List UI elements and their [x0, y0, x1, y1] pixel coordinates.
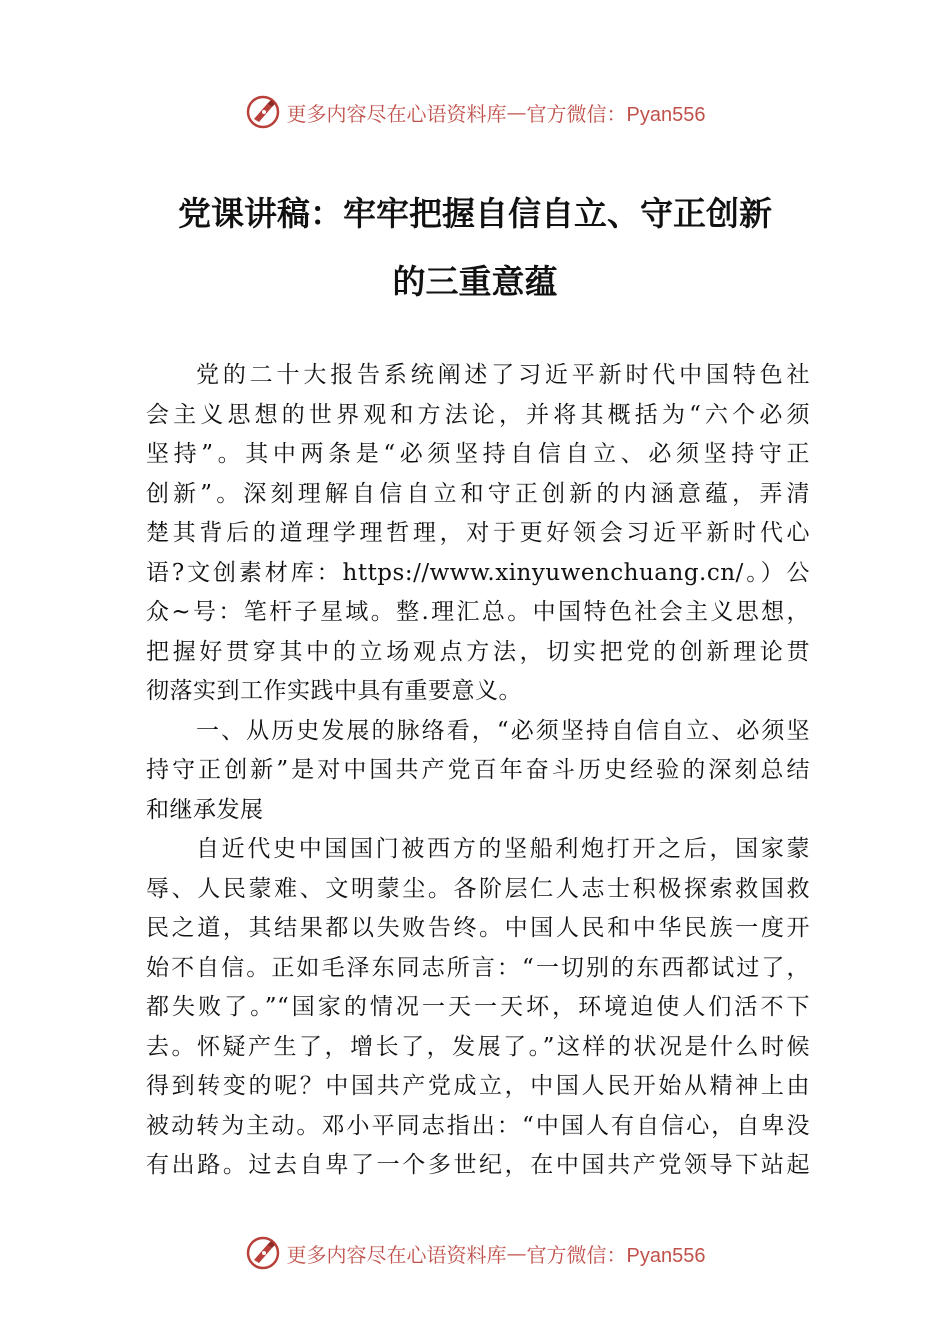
banner-contact-text: 官方微信：Pyan556	[526, 1244, 706, 1267]
body-line: 彻落实到工作实践中具有重要意义。	[146, 678, 522, 704]
section-heading-line: 和继承发展	[146, 796, 264, 823]
pen-nib-logo-icon	[245, 1235, 281, 1271]
body-line: 始不自信。正如毛泽东同志所言：“一切别的东西都试过了，	[146, 954, 810, 981]
pen-nib-logo-icon	[245, 94, 281, 130]
body-line: 楚其背后的道理学理哲理，对于更好领会习近平新时代心	[146, 520, 810, 546]
body-line: 党的二十大报告系统阐述了习近平新时代中国特色社	[196, 362, 810, 388]
document-body	[146, 356, 810, 1186]
banner-contact-text: 官方微信：Pyan556	[526, 103, 706, 126]
body-line: 去。怀疑产生了，增长了，发展了。”这样的状况是什么时候	[146, 1033, 810, 1060]
body-line-with-url: 语?文创素材库：https://www.xinyuwenchuang.cn/。）公	[146, 559, 810, 586]
document-title-line-1: 党课讲稿：牢牢把握自信自立、守正创新	[178, 194, 772, 233]
body-line: 会主义思想的世界观和方法论，并将其概括为“六个必须	[146, 401, 810, 428]
body-line: 自近代史中国国门被西方的坚船利炮打开之后，国家蒙	[196, 836, 810, 862]
banner-brand-text: 更多内容尽在心语资料库	[286, 101, 507, 126]
body-line: 民之道，其结果都以失败告终。中国人民和中华民族一度开	[146, 915, 810, 941]
body-line: 得到转变的呢？中国共产党成立，中国人民开始从精神上由	[146, 1073, 810, 1099]
footer-watermark-banner	[0, 1233, 950, 1273]
body-line: 被动转为主动。邓小平同志指出：“中国人有自信心，自卑没	[146, 1112, 810, 1139]
banner-separator: —	[506, 100, 527, 124]
body-line: 有出路。过去自卑了一个多世纪，在中国共产党领导下站起	[146, 1152, 810, 1178]
body-line: 众~号：笔杆子星域。整.理汇总。中国特色社会主义思想，	[146, 599, 810, 625]
body-line: 创新”。深刻理解自信自立和守正创新的内涵意蕴，弄清	[146, 480, 810, 507]
section-heading-line: 一、从历史发展的脉络看，“必须坚持自信自立、必须坚	[196, 717, 810, 744]
section-heading-line: 持守正创新”是对中国共产党百年奋斗历史经验的深刻总结	[146, 757, 810, 783]
banner-brand-text: 更多内容尽在心语资料库	[286, 1242, 507, 1267]
body-line: 把握好贯穿其中的立场观点方法，切实把党的创新理论贯	[146, 638, 810, 665]
body-line: 坚持”。其中两条是“必须坚持自信自立、必须坚持守正	[146, 441, 810, 467]
body-line: 辱、人民蒙难、文明蒙尘。各阶层仁人志士积极探索救国救	[146, 875, 810, 902]
body-line: 都失败了。”“国家的情况一天一天坏，环境迫使人们活不下	[146, 994, 810, 1020]
document-title-line-2: 的三重意蕴	[392, 262, 558, 301]
banner-separator: —	[506, 1241, 527, 1265]
header-watermark-banner	[0, 92, 950, 132]
